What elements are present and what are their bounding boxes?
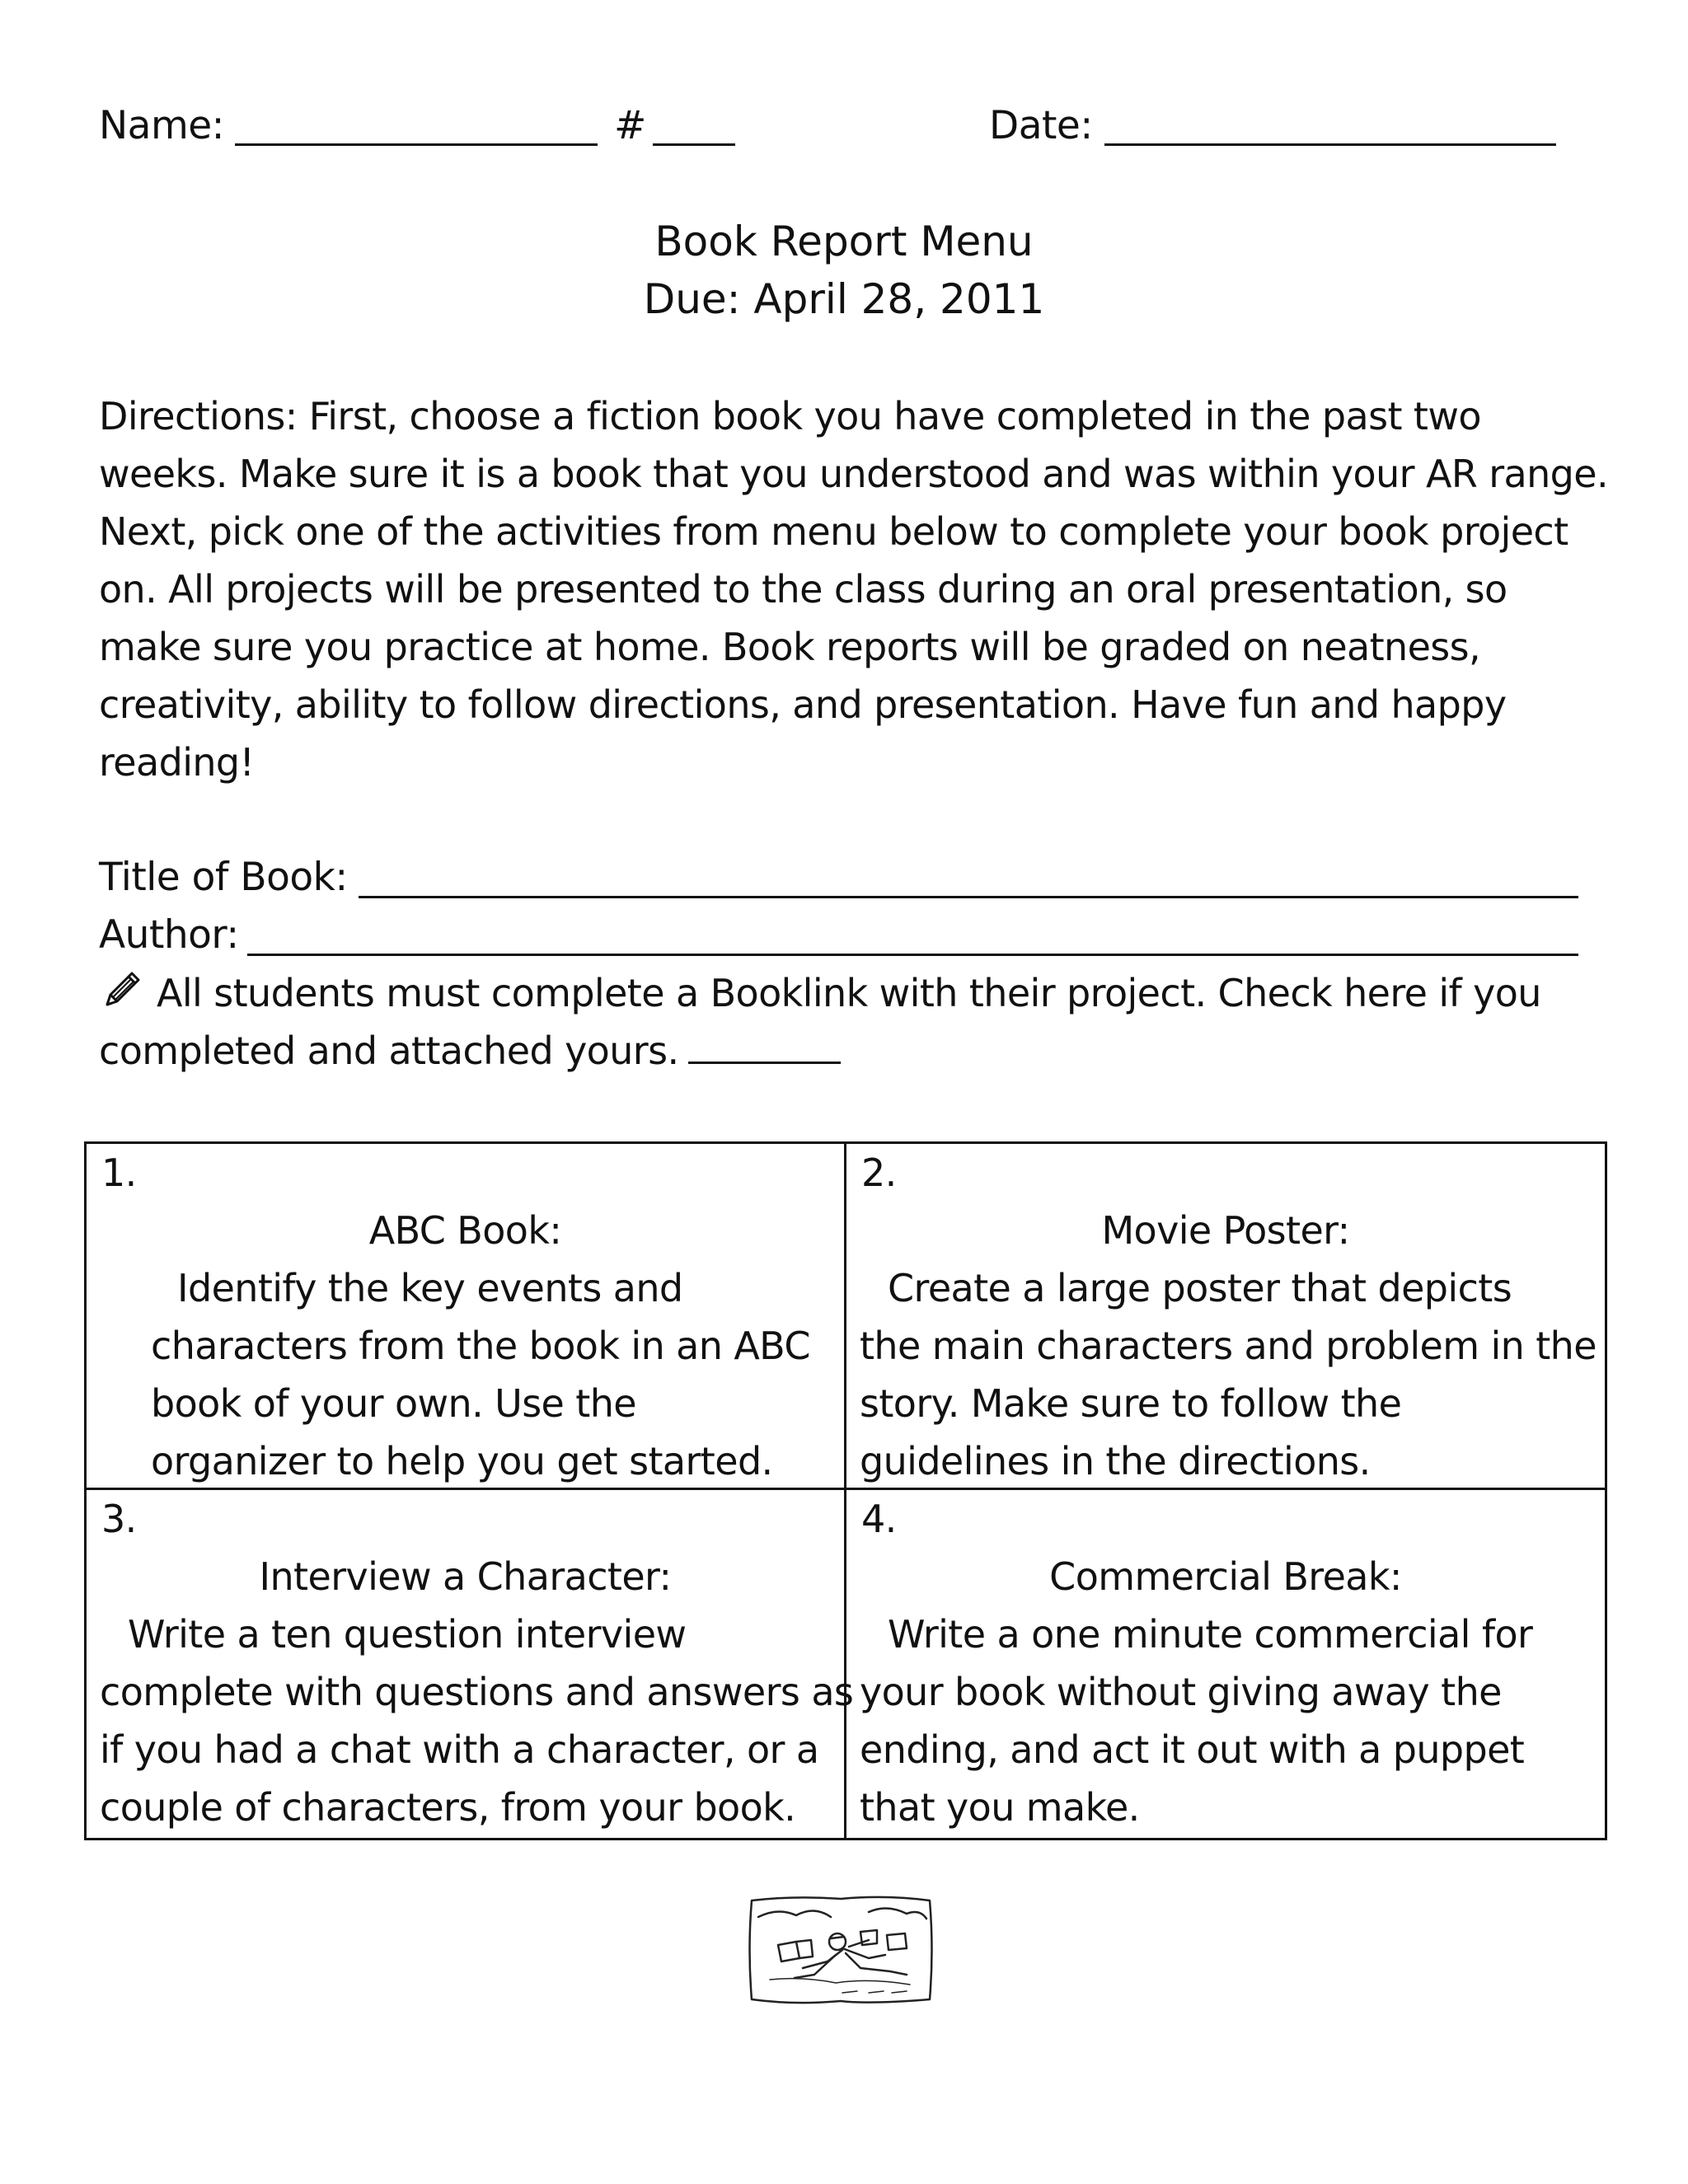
activity-title: Movie Poster:: [1101, 1208, 1350, 1253]
activity-description: [846, 1259, 1605, 1490]
name-field[interactable]: [235, 97, 598, 146]
activity-number: 3.: [101, 1497, 137, 1541]
activity-line: story. Make sure to follow the: [860, 1381, 1402, 1426]
activity-line: the main characters and problem in the: [860, 1324, 1597, 1368]
flying-reader-icon: [745, 1892, 936, 2008]
directions-line: on. All projects will be presented to the class during an oral presentation, so: [99, 567, 1507, 612]
header-row: [99, 97, 1582, 155]
booklink-line: [99, 1022, 1607, 1080]
booklink-note: [99, 964, 1607, 1080]
author-label: Author:: [99, 912, 239, 958]
directions-paragraph: [99, 387, 1607, 791]
activity-line: characters from the book in an ABC: [151, 1324, 810, 1368]
directions-line: creativity, ability to follow directions, and presentation. Have fun and happy: [99, 682, 1507, 727]
activity-line: complete with questions and answers as: [100, 1670, 854, 1714]
book-title-field[interactable]: [359, 861, 1578, 898]
activity-line: book of your own. Use the: [151, 1381, 636, 1426]
activity-line: Create a large poster that depicts: [888, 1266, 1512, 1310]
author-field[interactable]: [247, 919, 1578, 956]
activity-menu-table: [84, 1141, 1607, 1840]
title-line: Book Report Menu: [654, 218, 1034, 265]
date-label: Date:: [989, 103, 1093, 148]
activity-title: Interview a Character:: [259, 1554, 672, 1599]
activity-line: your book without giving away the: [860, 1670, 1502, 1714]
activity-line: Write a one minute commercial for: [888, 1612, 1533, 1657]
page-title: [0, 213, 1688, 328]
activity-cell: [846, 1490, 1605, 1838]
number-label: #: [614, 103, 646, 148]
activity-number: 4.: [861, 1497, 897, 1541]
activity-line: that you make.: [860, 1785, 1140, 1830]
activity-cell: [846, 1144, 1605, 1490]
booklink-line: [99, 964, 1607, 1022]
activity-title: Commercial Break:: [1049, 1554, 1402, 1599]
activity-line: Write a ten question interview: [128, 1612, 687, 1657]
activity-description: [87, 1605, 854, 1836]
activity-title: ABC Book:: [368, 1208, 562, 1253]
activity-cell: [87, 1144, 846, 1490]
due-date-line: Due: April 28, 2011: [643, 275, 1045, 323]
activity-number: 2.: [861, 1151, 897, 1195]
directions-line: weeks. Make sure it is a book that you understood and was within your AR range.: [99, 452, 1608, 496]
activity-number: 1.: [101, 1151, 137, 1195]
activity-line: if you had a chat with a character, or a: [100, 1727, 819, 1772]
activity-line: guidelines in the directions.: [860, 1439, 1371, 1483]
activity-line: Identify the key events and: [177, 1266, 683, 1310]
activity-line: ending, and act it out with a puppet: [860, 1727, 1525, 1772]
number-field[interactable]: [653, 97, 735, 146]
activity-line: organizer to help you get started.: [151, 1439, 773, 1483]
booklink-text: completed and attached yours.: [99, 1029, 679, 1073]
activity-cell: [87, 1490, 854, 1838]
directions-line: reading!: [99, 740, 255, 785]
directions-line: make sure you practice at home. Book reports will be graded on neatness,: [99, 625, 1481, 669]
date-field[interactable]: [1104, 97, 1556, 146]
booklink-text: All students must complete a Booklink with their project. Check here if you: [157, 971, 1541, 1015]
activity-description: [87, 1259, 844, 1490]
activity-description: [846, 1605, 1605, 1836]
activity-line: couple of characters, from your book.: [100, 1785, 796, 1830]
pencil-icon: [99, 967, 145, 1013]
booklink-check-field[interactable]: [688, 1022, 841, 1064]
directions-line: Next, pick one of the activities from menu below to complete your book project: [99, 509, 1568, 554]
directions-line: Directions: First, choose a fiction book you have completed in the past two: [99, 394, 1481, 438]
name-label: Name:: [99, 103, 224, 148]
book-title-label: Title of Book:: [99, 855, 348, 900]
